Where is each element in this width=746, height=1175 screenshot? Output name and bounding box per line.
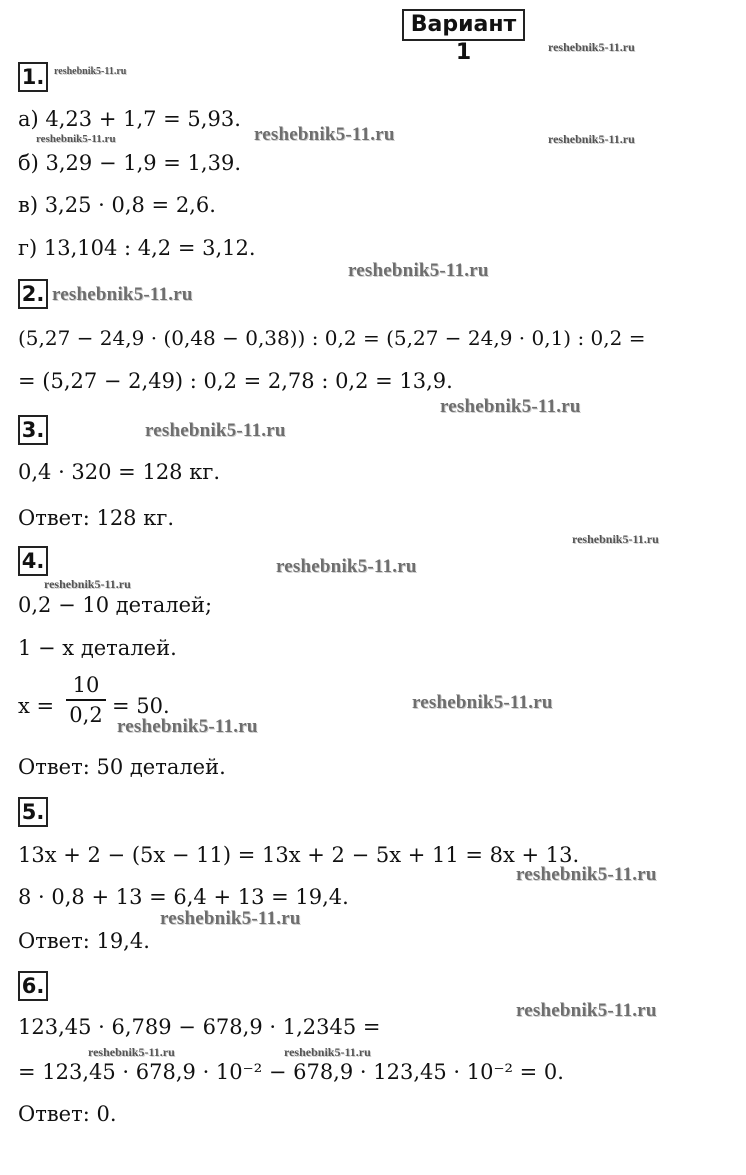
task1-line-b: б) 3,29 − 1,9 = 1,39.: [18, 151, 241, 175]
task3-line-1: 0,4 · 320 = 128 кг.: [18, 460, 221, 484]
task-number-1: 1.: [18, 62, 48, 92]
watermark: reshebnik5-11.ru: [412, 692, 553, 713]
watermark: reshebnik5-11.ru: [117, 716, 258, 737]
task2-line-1: (5,27 − 24,9 · (0,48 − 0,38)) : 0,2 = (5,27 − 24,9 · 0,1) : 0,2 =: [18, 326, 646, 350]
fraction-numerator: 10: [72, 673, 100, 697]
task-number-6: 6.: [18, 971, 48, 1001]
variant-title: Вариант 1: [402, 9, 525, 41]
watermark: reshebnik5-11.ru: [516, 1000, 657, 1021]
watermark: reshebnik5-11.ru: [548, 132, 635, 146]
task4-x-equals: x =: [18, 694, 55, 718]
watermark: reshebnik5-11.ru: [276, 556, 417, 577]
task6-line-2: = 123,45 · 678,9 · 10⁻² − 678,9 · 123,45 · 10⁻² = 0.: [18, 1060, 564, 1084]
task4-answer: Ответ: 50 деталей.: [18, 755, 226, 779]
fraction-bar: [66, 699, 106, 701]
watermark: reshebnik5-11.ru: [440, 396, 581, 417]
task1-line-a: а) 4,23 + 1,7 = 5,93.: [18, 107, 241, 131]
task4-fraction: [66, 673, 106, 727]
task5-answer: Ответ: 19,4.: [18, 929, 150, 953]
task-number-4: 4.: [18, 546, 48, 576]
task-number-5: 5.: [18, 797, 48, 827]
watermark: reshebnik5-11.ru: [54, 66, 127, 77]
task5-line-2: 8 · 0,8 + 13 = 6,4 + 13 = 19,4.: [18, 885, 349, 909]
watermark: reshebnik5-11.ru: [52, 284, 193, 305]
watermark: reshebnik5-11.ru: [516, 864, 657, 885]
task6-answer: Ответ: 0.: [18, 1102, 117, 1126]
watermark: reshebnik5-11.ru: [44, 577, 131, 591]
watermark: reshebnik5-11.ru: [145, 420, 286, 441]
watermark: reshebnik5-11.ru: [36, 133, 116, 145]
watermark: reshebnik5-11.ru: [348, 260, 489, 281]
watermark: reshebnik5-11.ru: [160, 908, 301, 929]
task1-line-v: в) 3,25 · 0,8 = 2,6.: [18, 193, 216, 217]
task-number-2: 2.: [18, 279, 48, 309]
task3-answer: Ответ: 128 кг.: [18, 506, 175, 530]
task2-line-2: = (5,27 − 2,49) : 0,2 = 2,78 : 0,2 = 13,9.: [18, 369, 453, 393]
fraction-denominator: 0,2: [69, 703, 103, 727]
watermark: reshebnik5-11.ru: [284, 1045, 371, 1059]
watermark: reshebnik5-11.ru: [548, 40, 635, 54]
task4-line-1: 0,2 − 10 деталей;: [18, 593, 213, 617]
task1-line-g: г) 13,104 : 4,2 = 3,12.: [18, 236, 256, 260]
task4-line-2: 1 − x деталей.: [18, 636, 177, 660]
watermark: reshebnik5-11.ru: [254, 124, 395, 145]
task6-line-1: 123,45 · 6,789 − 678,9 · 1,2345 =: [18, 1015, 381, 1039]
task4-result: = 50.: [112, 694, 170, 718]
task5-line-1: 13x + 2 − (5x − 11) = 13x + 2 − 5x + 11 = 8x + 13.: [18, 843, 580, 867]
task-number-3: 3.: [18, 415, 48, 445]
watermark: reshebnik5-11.ru: [88, 1045, 175, 1059]
watermark: reshebnik5-11.ru: [572, 532, 659, 546]
